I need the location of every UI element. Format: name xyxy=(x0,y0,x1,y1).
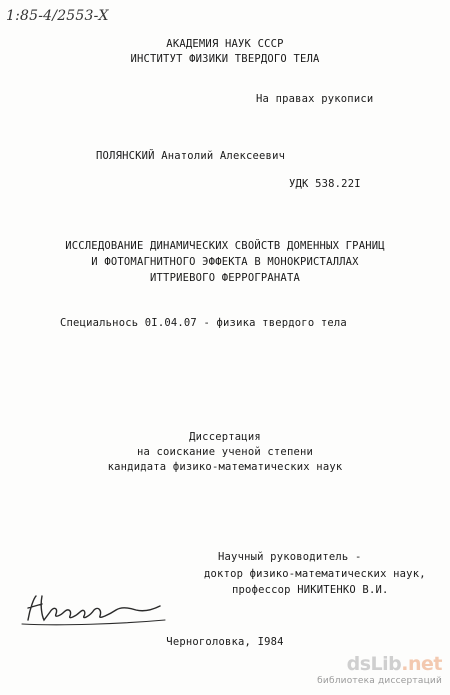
dissertation-line-1: Диссертация xyxy=(189,431,261,443)
advisor-signature-icon xyxy=(20,590,170,630)
dissertation-line-2: на соискание ученой степени xyxy=(136,446,314,458)
dslib-logo: dsLib.net xyxy=(346,653,442,675)
archive-handwritten-mark: 1:85-4/2553-Х xyxy=(6,8,109,24)
academy-heading: АКАДЕМИЯ НАУК СССР xyxy=(166,38,284,50)
udc-code: УДК 538.22I xyxy=(289,178,361,190)
advisor-line-1: Научный руководитель - xyxy=(218,551,362,563)
title-line-2: И ФОТОМАГНИТНОГО ЭФФЕКТА В МОНОКРИСТАЛЛАХ xyxy=(91,256,359,268)
advisor-line-3: профессор НИКИТЕНКО В.И. xyxy=(232,584,389,596)
place-and-year: Черноголовка, I984 xyxy=(166,636,284,648)
author-name: ПОЛЯНСКИЙ Анатолий Алексеевич xyxy=(96,150,286,162)
dslib-watermark xyxy=(317,653,442,689)
advisor-line-2: доктор физико-математических наук, xyxy=(204,568,426,580)
dissertation-line-3: кандидата физико-математических наук xyxy=(107,461,343,473)
title-line-3: ИТТРИЕВОГО ФЕРРОГРАНАТА xyxy=(150,272,300,284)
manuscript-note: На правах рукописи xyxy=(256,93,374,105)
institute-heading: ИНСТИТУТ ФИЗИКИ ТВЕРДОГО ТЕЛА xyxy=(130,53,320,65)
dslib-subtitle: библиотека диссертаций xyxy=(317,676,442,686)
title-line-1: ИССЛЕДОВАНИЕ ДИНАМИЧЕСКИХ СВОЙСТВ ДОМЕННЫХ ГРАНИЦ xyxy=(65,240,385,252)
specialty-line: Специальнось 0I.04.07 - физика твердого тела xyxy=(60,317,347,329)
